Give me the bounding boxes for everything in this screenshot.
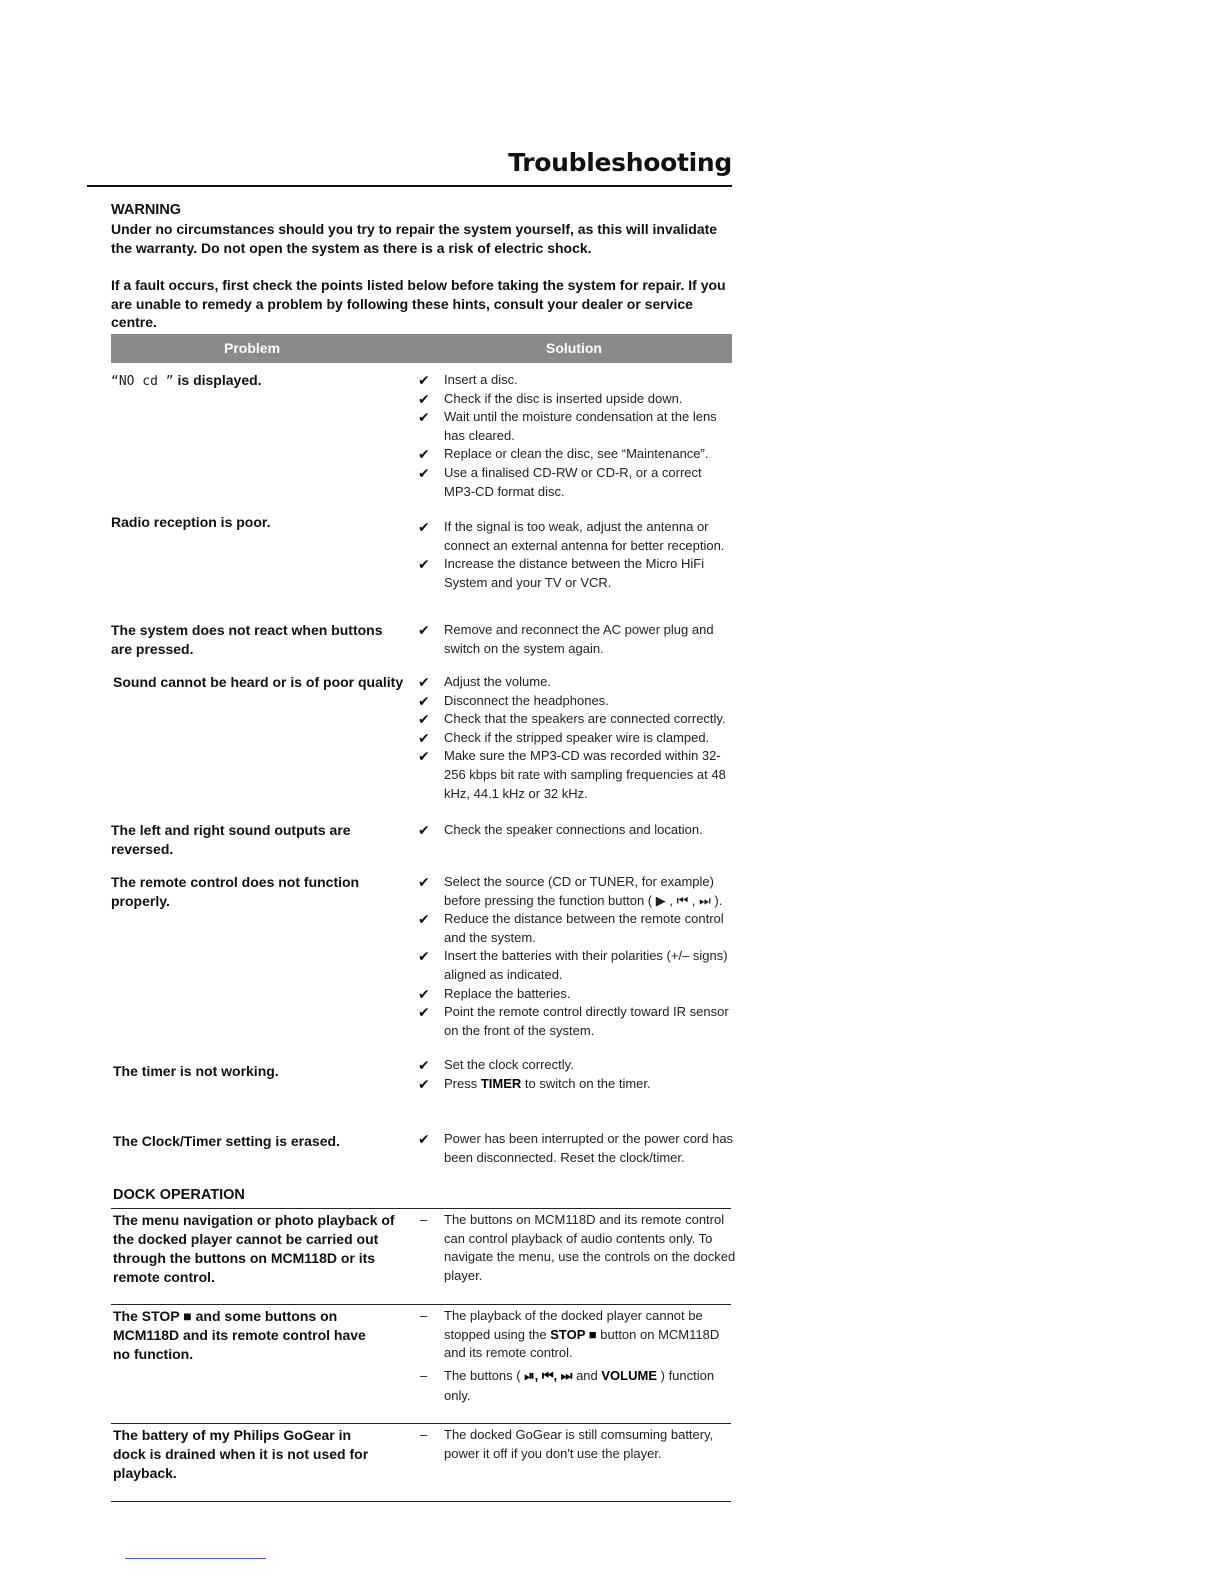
divider [111, 1423, 731, 1424]
solution-list [418, 1211, 736, 1285]
problem-text: The timer is not working. [113, 1063, 279, 1079]
table-header [111, 334, 732, 363]
solution-item: ✔ Use a finalised CD-RW or CD-R, or a correct MP3-CD format disc. [418, 464, 702, 499]
solution-item: ✔ Select the source (CD or TUNER, for example) before pressing the function button ( ▶ , ⏮ , ⏭ ). [418, 874, 723, 908]
checkmark-icon: ✔ [418, 519, 430, 535]
checkmark-icon: ✔ [418, 911, 430, 928]
solution-item: ✔ Wait until the moisture condensation at the lens has cleared. [418, 409, 717, 443]
dash-bullet: – [420, 1427, 428, 1442]
problem-text: The battery of my Philips GoGear in dock is drained when it is not used for playback. [113, 1427, 369, 1481]
divider [111, 1501, 731, 1502]
stop-key-label: STOP ■ [550, 1326, 597, 1342]
checkmark-icon: ✔ [418, 1057, 430, 1073]
checkmark-icon: ✔ [418, 1004, 430, 1021]
dash-bullet: – [420, 1212, 428, 1227]
divider [111, 1304, 731, 1305]
checkmark-icon: ✔ [418, 711, 430, 728]
checkmark-icon: ✔ [418, 948, 430, 965]
solution-list [418, 371, 736, 501]
problem-text: The STOP ■ and some buttons on MCM118D and its remote control have no function. [113, 1308, 366, 1362]
header-problem: Problem [224, 340, 281, 356]
display-readout: “NO cd ” [111, 374, 174, 389]
solution-item: ✔ Reduce the distance between the remote control and the system. [418, 911, 724, 945]
checkmark-icon: ✔ [418, 556, 430, 573]
checkmark-icon: ✔ [418, 1075, 430, 1092]
solution-list [418, 518, 736, 592]
checkmark-icon: ✔ [418, 446, 430, 463]
checkmark-icon: ✔ [418, 748, 430, 765]
problem-text: The left and right sound outputs are reversed. [111, 822, 351, 857]
solution-item: ✔ Check that the speakers are connected correctly. [418, 711, 726, 728]
solution-item: ✔ Increase the distance between the Micro HiFi System and your TV or VCR. [418, 556, 705, 590]
solution-list [418, 873, 736, 1040]
checkmark-icon: ✔ [418, 1131, 430, 1147]
problem-text: The system does not react when buttons are pressed. [111, 622, 383, 657]
warning-text: Under no circumstances should you try to repair the system yourself, as this will invalidate the warranty. Do not open the system as there is a risk of electric shock. [111, 221, 718, 256]
solution-item: – The buttons on MCM118D and its remote control can control playback of audio contents only. To navigate the menu, use the controls on the docked player. [420, 1212, 736, 1283]
solution-item: ✔ Point the remote control directly toward IR sensor on the front of the system. [418, 1004, 729, 1038]
divider [111, 1208, 731, 1209]
solution-item: ✔ Check if the stripped speaker wire is clamped. [418, 729, 710, 746]
checkmark-icon: ✔ [418, 674, 430, 690]
solution-list [418, 673, 736, 803]
checkmark-icon: ✔ [418, 822, 430, 838]
volume-key-label: VOLUME [601, 1367, 658, 1383]
solution-list [418, 1307, 736, 1406]
problem-text: Radio reception is poor. [111, 514, 271, 530]
solution-item: ✔ Replace the batteries. [418, 985, 571, 1002]
solution-item: ✔ Replace or clean the disc, see “Maintenance”. [418, 446, 709, 463]
solution-list [418, 1426, 736, 1463]
timer-key-label: TIMER [480, 1075, 522, 1091]
dash-bullet: – [420, 1308, 428, 1323]
solution-item: ✔ Remove and reconnect the AC power plug and switch on the system again. [418, 622, 714, 656]
solution-item: – The playback of the docked player cannot be stopped using the STOP ■ button on MCM118D and its remote control. [420, 1308, 720, 1361]
solution-item: ✔ Insert the batteries with their polarities (+/– signs) aligned as indicated. [418, 948, 728, 982]
checkmark-icon: ✔ [418, 729, 430, 746]
checkmark-icon: ✔ [418, 390, 430, 407]
solution-item: ✔ Press TIMER to switch on the timer. [418, 1075, 651, 1092]
solution-item: ✔ Power has been interrupted or the power cord has been disconnected. Reset the clock/timer. [418, 1131, 734, 1165]
solution-item: – The docked GoGear is still comsuming battery, power it off if you don't use the player. [420, 1427, 714, 1461]
checkmark-icon: ✔ [418, 874, 430, 890]
fault-instructions: If a fault occurs, first check the points listed below before taking the system for repair. If you are unable to remedy a problem by following these hints, consult your dealer or service centre. [111, 277, 726, 331]
header-solution: Solution [546, 340, 602, 356]
problem-text: The remote control does not function properly. [111, 874, 360, 909]
transport-keys: ⏯, ⏮, ⏭ [524, 1367, 573, 1383]
checkmark-icon: ✔ [418, 622, 430, 638]
warning-heading: WARNING [111, 202, 182, 218]
solution-item: ✔ Disconnect the headphones. [418, 692, 609, 709]
solution-item: ✔ Insert a disc. [418, 372, 518, 388]
solution-item: – The buttons ( ⏯, ⏮, ⏭ and VOLUME ) function only. [420, 1367, 715, 1403]
solution-item: ✔ Adjust the volume. [418, 674, 551, 690]
title-divider [87, 185, 732, 187]
checkmark-icon: ✔ [418, 409, 430, 426]
solution-list [418, 821, 736, 840]
solution-list [418, 1130, 736, 1167]
checkmark-icon: ✔ [418, 464, 430, 481]
page-title: Troubleshooting [508, 148, 732, 177]
solution-item: ✔ Check if the disc is inserted upside down. [418, 390, 683, 407]
solution-item: ✔ Set the clock correctly. [418, 1057, 574, 1073]
solution-item: ✔ If the signal is too weak, adjust the antenna or connect an external antenna for better reception. [418, 519, 725, 553]
checkmark-icon: ✔ [418, 692, 430, 709]
problem-text: “NO cd ” is displayed. [111, 372, 262, 389]
problem-text: The menu navigation or photo playback of the docked player cannot be carried out through the buttons on MCM118D or its remote control. [113, 1212, 395, 1285]
problem-text: Sound cannot be heard or is of poor quality [113, 674, 404, 690]
problem-text: The Clock/Timer setting is erased. [113, 1133, 340, 1149]
solution-item: ✔ Check the speaker connections and location. [418, 822, 703, 838]
dock-operation-heading: DOCK OPERATION [113, 1187, 245, 1203]
checkmark-icon: ✔ [418, 985, 430, 1002]
footer-rule [125, 1558, 266, 1559]
solution-list [418, 1056, 736, 1093]
solution-item: ✔ Make sure the MP3-CD was recorded within 32-256 kbps bit rate with sampling frequencies at 48 kHz, 44.1 kHz or 32 kHz. [418, 748, 726, 801]
checkmark-icon: ✔ [418, 372, 430, 388]
solution-list [418, 621, 736, 658]
dash-bullet: – [420, 1367, 428, 1383]
